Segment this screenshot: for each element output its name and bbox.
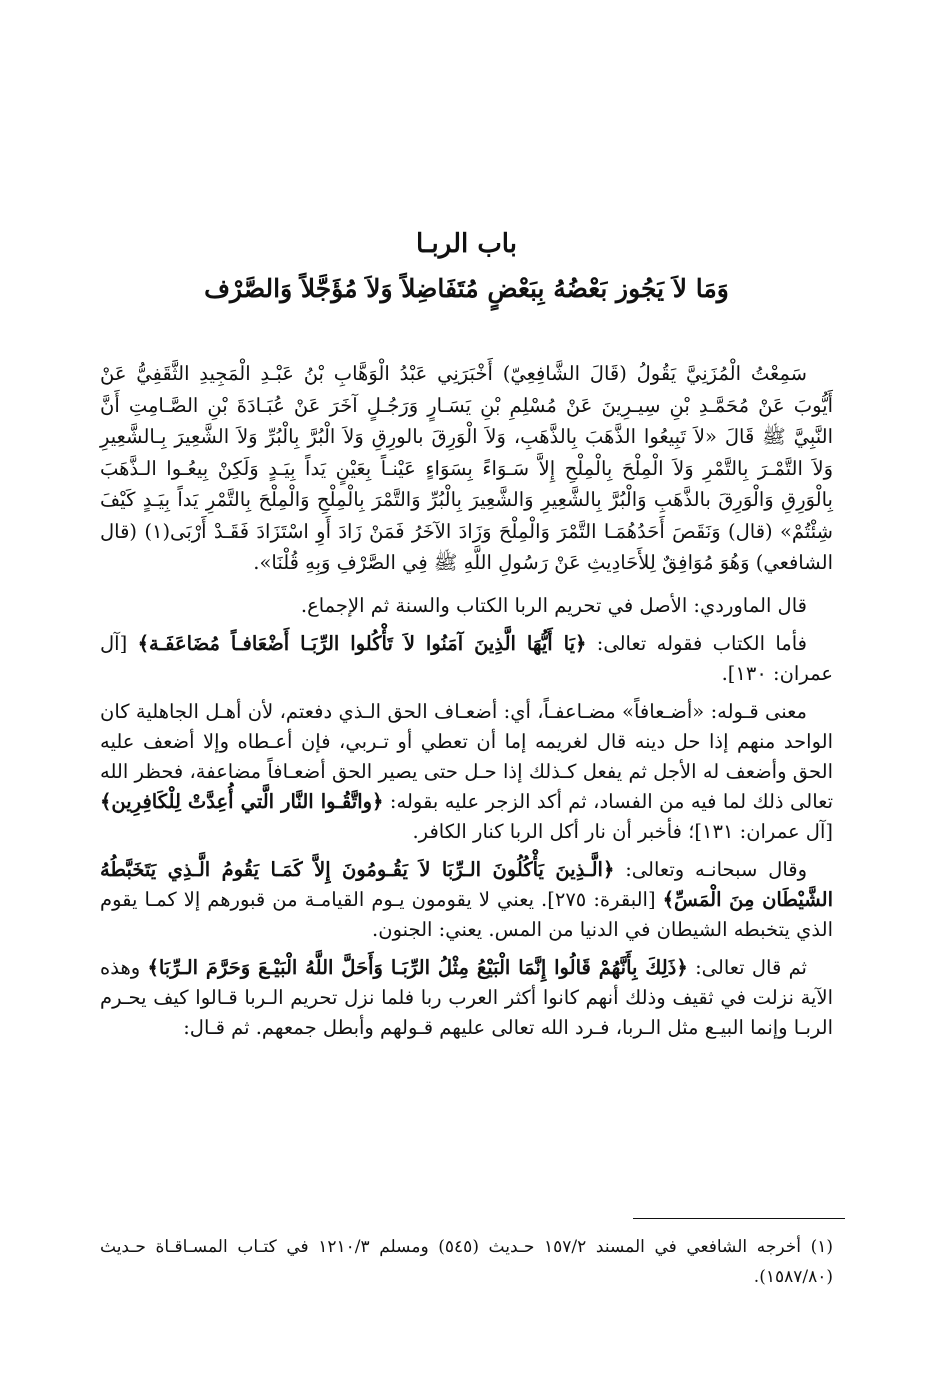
paragraph-mawardi: قال الماوردي: الأصل في تحريم الربا الكتاب والسنة ثم الإجماع. [300,593,807,617]
paragraph-text: ثم قال تعالى: [687,955,807,979]
footnote-divider [633,1218,845,1219]
quran-verse: ﴿ذَلِكَ بِأَنَّهُمْ قَالُوا إِنَّمَا الْبَيْعُ مِثْلُ الرِّبَـا وَأَحَلَّ اللَّهُ الْبَيْـعَ وَحَرَّمَ الـرِّبَا﴾ [147,955,688,979]
main-text [100,358,833,1051]
verse-reference: [آل عمران: ١٣٠]. [100,631,833,685]
paragraph-text: وهذه الآية نزلت في ثقيف وذلك أنهم كانوا أكثر العرب ربا فلما نزل تحريم الـربا قـالوا كيف يحـرم الربـا وإنما البيـع مثل الـربا، فـرد الله تعالى عليهم قـولهم وأبطل جمعهم. ثم قـال: [100,955,833,1039]
chapter-subtitle: وَمَا لاَ يَجُوز بَعْضُهُ بِبَعْضٍ مُتَفَاضِلاً وَلاَ مُؤَجَّلاً وَالصَّرْف [204,274,729,303]
paragraph-text: [آل عمران: ١٣١]؛ فأخبر أن نار أكل الربا كنار الكافر. [412,819,833,843]
quran-verse: ﴿يَا أَيُّهَا الَّذِينَ آمَنُوا لاَ تَأْكُلوا الرِّبَـا أَضْعَافـاً مُضَاعَفَـة﴾ [137,631,587,655]
chapter-title: باب الربـا [416,229,517,259]
paragraph-meaning [100,697,833,847]
paragraph-kitab [100,629,833,689]
quran-verse: ﴿الَّـذِينَ يَأْكُلُونَ الـرِّبَا لاَ يَقُـومُونَ إِلاَّ كَمَـا يَقُومُ الَّـذِي يَتَخَبَّطُهُ الشَّيْطَان مِنَ الْمَسِّ﴾ [100,857,833,911]
paragraph-baqarah [100,855,833,945]
paragraph-text: فأما الكتاب فقوله تعالى: [586,631,808,655]
paragraph-text: معنى قـوله: «أضـعافاً» مضـاعفـاً، أي: أضعـاف الحق الـذي دفعتم، لأن أهـل الجاهلية كان الواحد منهم إذا حل دينه قال لغريمه إما أن تعطي أو تـربي، فإن أعـطاه وإلا أضعف عليه الحق وأضعف له الأجل ثم يفعل كـذلك إذا حـل حتى يصير الحق أضعـافاً مضاعفة، فحظر الله تعالى ذلك لما فيه من الفساد، ثم أكد الزجر عليه بقوله: [100,699,833,813]
paragraph-text: [البقرة: ٢٧٥]. يعني لا يقومون يـوم القيامـة من قبورهم إلا كمـا يقوم الذي يتخبطه الشيطان في الدنيا من المس. يعني: الجنون. [100,887,833,941]
hadith-paragraph: سَمِعْتُ الْمُزَنِيَّ يَقُولُ (قَالَ الشَّافِعِيّ) أَخْبَرَنِي عَبْدُ الْوَهَّابِ بْنُ عَبْـدِ الْمَجِيدِ الثَّقَفِيُّ عَنْ أَيُّوبَ عَنْ مُحَمَّـدِ بْنِ سِيـرِينَ عَنْ مُسْلِمِ بْنِ يَسَـارٍ وَرَجُـلٍ آخَرَ عَنْ عُبَـادَةَ بْنِ الصَّـامِتِ أَنَّ النَّبِيَّ ﷺ قَالَ «لاَ تَبِيعُوا الذَّهَبَ بِالذَّهَبِ، وَلاَ الْوَرِقَ بالورِقِ وَلاَ الْبُرَّ بِالْبُرِّ وَلاَ الشَّعِيرَ بِـالشَّعِيرِ وَلاَ التَّمْـرَ بِالتَّمْرِ وَلاَ الْمِلْحَ بِالْمِلْحِ إِلاَّ سَـوَاءً بِسَوَاءٍ عَيْنـاً بِعَيْنٍ يَداً بِيَـدٍ وَلَكِنْ بِيعُـوا الـذَّهَبَ بِالْوَرِقِ وَالْوَرِقَ بالذَّهَبِ وَالْبُرَّ بِالشَّعِيرِ وَالشَّعِيرَ بِالْبُرِّ وَالتَّمْرَ بِالْمِلْحِ وَالْمِلْحَ بِالتَّمْرِ يَداً بِيَـدٍ كَيْفَ شِئْتُمْ» (قال) وَنَقَصَ أَحَدُهُمَـا التَّمْرَ وَالْمِلْحَ وَزَادَ الآخَرُ فَمَنْ زَادَ أَوِ اسْتَزَادَ فَقَـدْ أَرْبَى(١) (قال الشافعي) وَهُوَ مُوَافِقٌ لِلأَحَادِيثِ عَنْ رَسُولِ اللَّهِ ﷺ فِي الصَّرْفِ وَبِهِ قُلْنَا». [100,362,833,574]
quran-verse: ﴿واتَّقُـوا النَّار الَّتي أُعِدَّتْ لِلْكَافِرِين﴾ [100,789,384,813]
chapter-heading [100,222,833,312]
paragraph-thaqif [100,953,833,1043]
footnote: (١) أخرجه الشافعي في المسند ١٥٧/٢ حـديث (٥٤٥) ومسلم ١٢١٠/٣ في كتـاب المسـاقـاة حـديث (١٥٨٧/٨٠). [100,1237,833,1287]
paragraph-text: وقال سبحانـه وتعالى: [614,857,808,881]
